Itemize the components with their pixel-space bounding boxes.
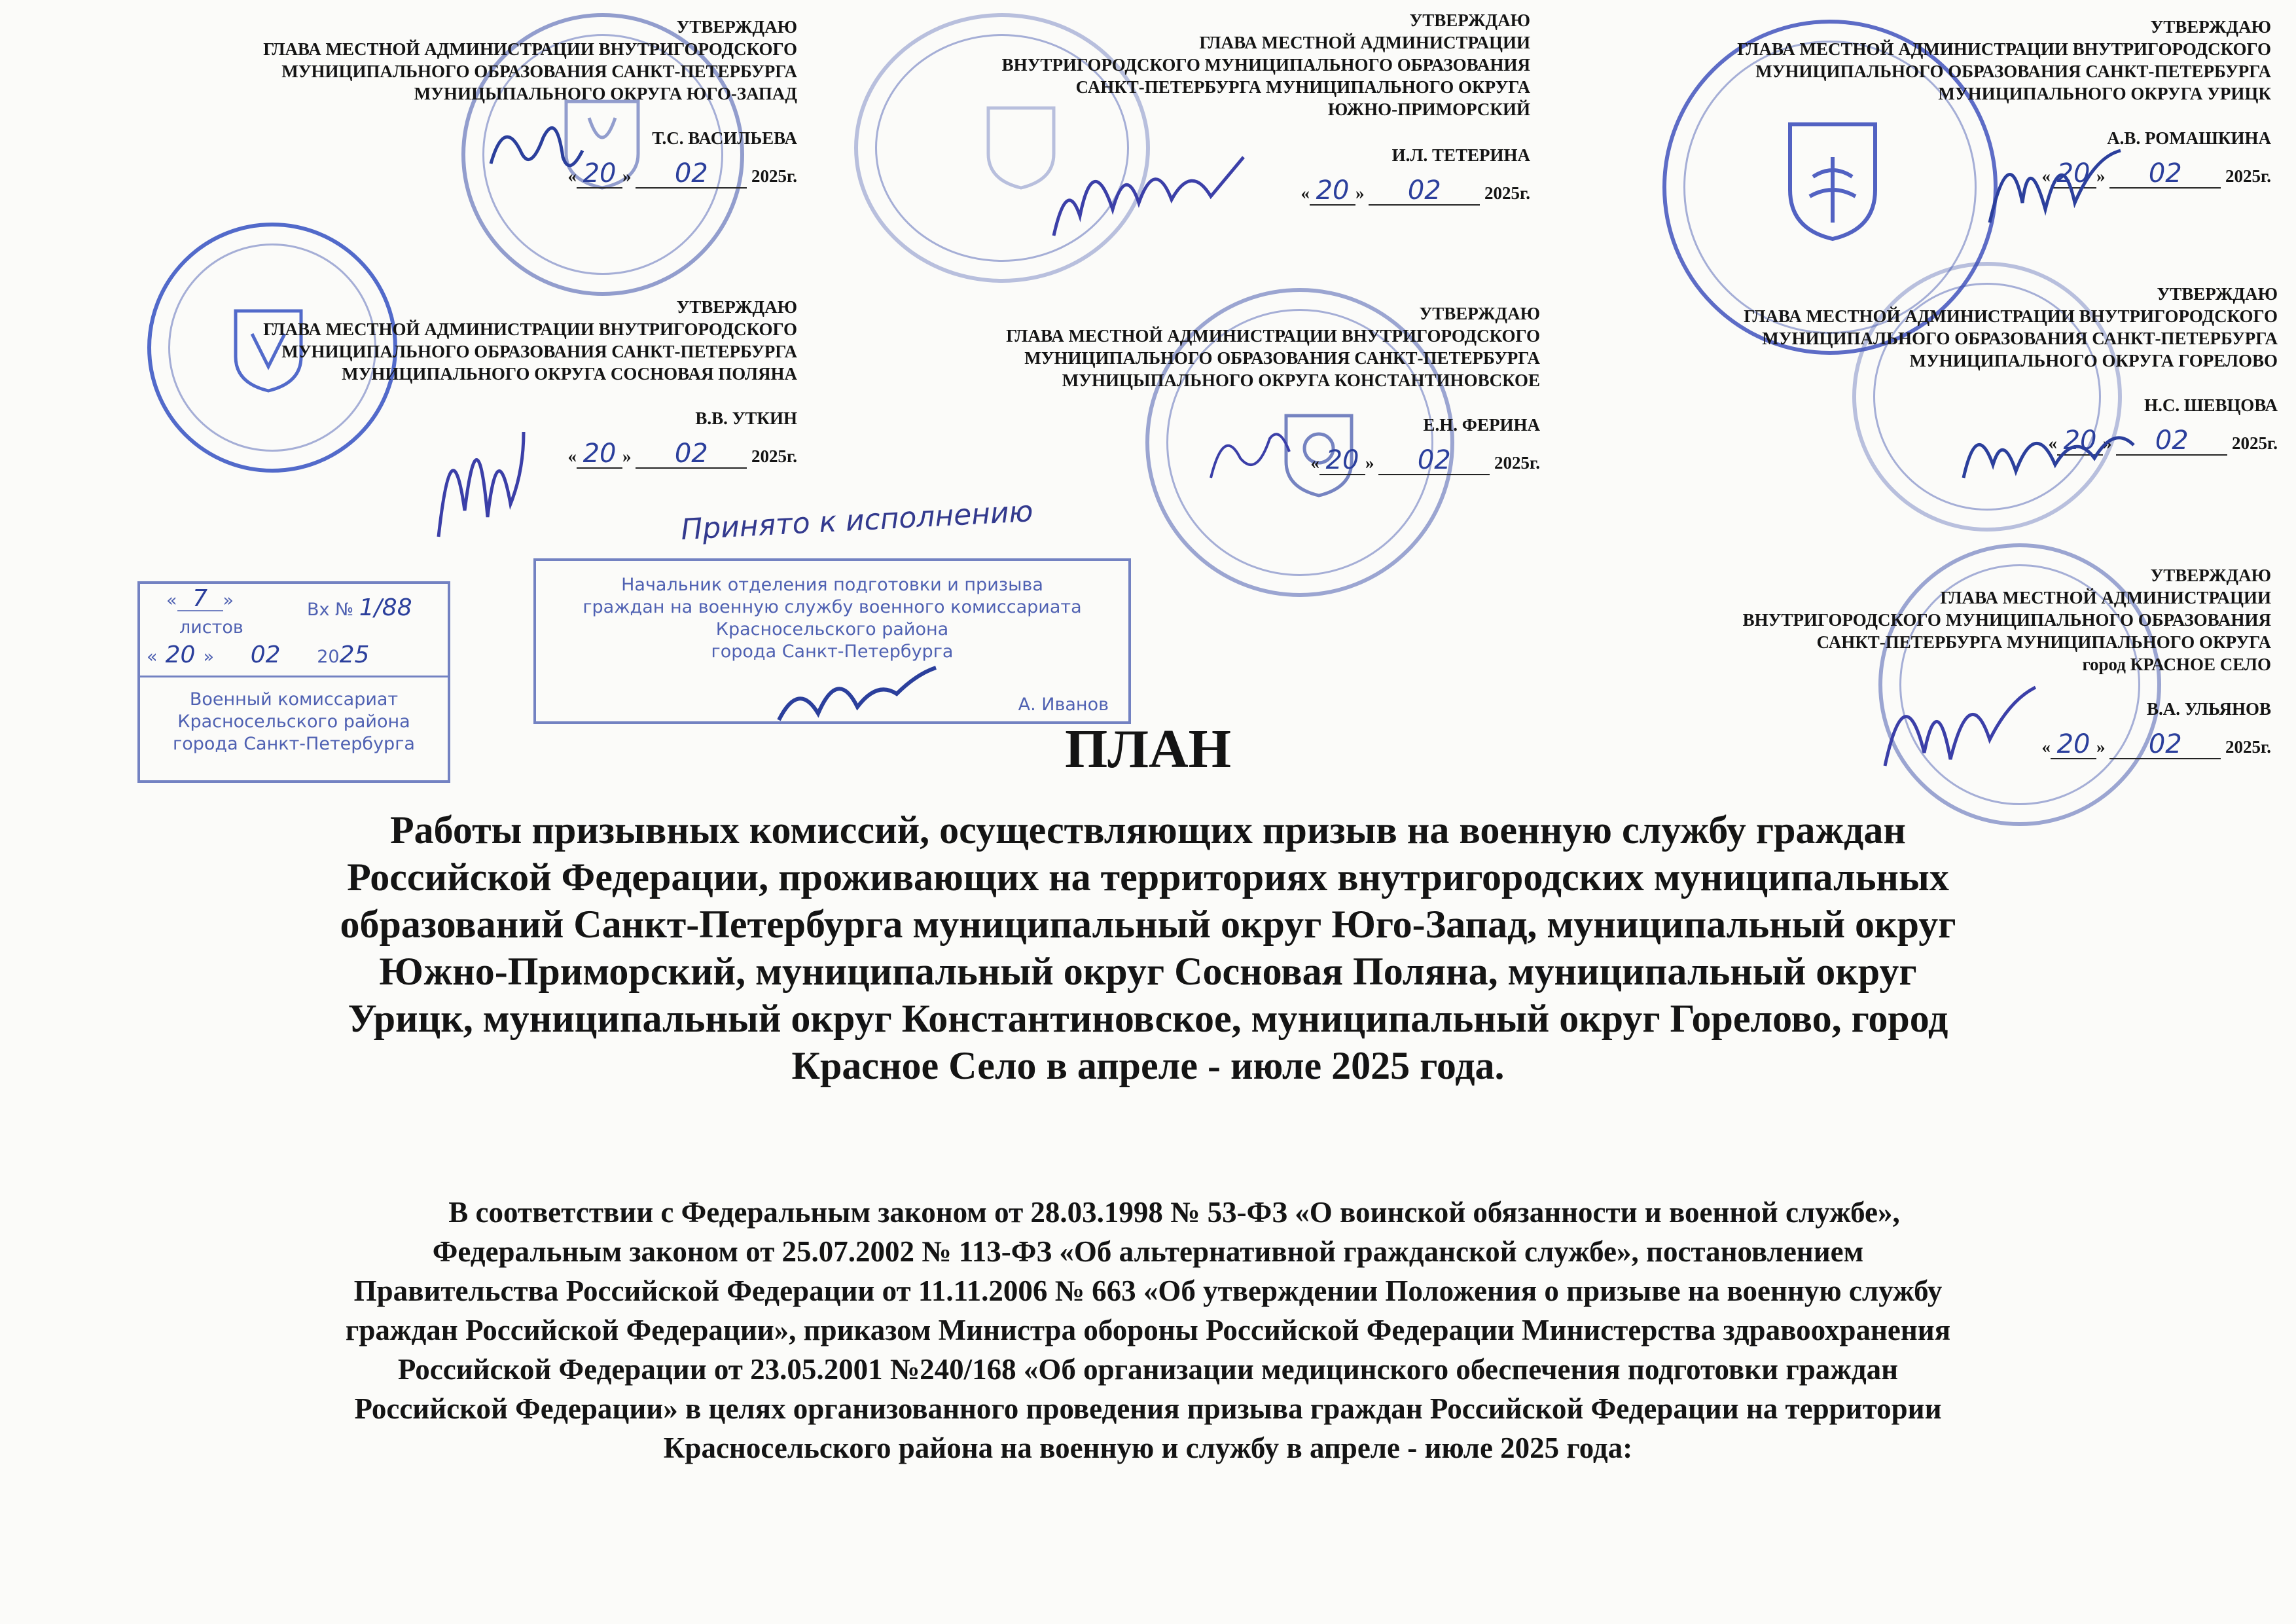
approval-date: « 20 » 02 2025г. xyxy=(2048,425,2278,456)
approval-day: 20 xyxy=(1316,175,1350,206)
approval-year: 2025г. xyxy=(751,166,797,186)
registration-day: 20 xyxy=(165,641,196,668)
approval-block-gorelovo xyxy=(1744,283,2278,456)
approval-line: ГЛАВА МЕСТНОЙ АДМИНИСТРАЦИИ ВНУТРИГОРОДСКОГО xyxy=(1744,306,2278,326)
body-line: В соответствии с Федеральным законом от 28.03.1998 № 53-ФЗ «О воинской обязанности и военной службе», xyxy=(448,1196,1900,1229)
approval-block-yuzhno-primorsky xyxy=(1002,9,1530,206)
body-line: Российской Федерации от 23.05.2001 №240/168 «Об организации медицинского обеспечения подготовки граждан xyxy=(397,1353,1899,1386)
acceptance-name: А. Иванов xyxy=(1018,695,1109,715)
approval-head: УТВЕРЖДАЮ xyxy=(2150,17,2271,37)
registration-month: 02 xyxy=(250,641,281,668)
incoming-number: 1/88 xyxy=(359,594,412,621)
approval-head: УТВЕРЖДАЮ xyxy=(1419,304,1540,323)
approval-day: 20 xyxy=(2063,425,2097,456)
registration-line: Красносельского района xyxy=(177,712,410,732)
registration-year-prefix: 20 xyxy=(317,647,340,667)
approval-signatory: В.В. УТКИН xyxy=(695,408,797,428)
approval-block-yugo-zapad xyxy=(263,16,797,189)
approval-date: « 20 » 02 2025г. xyxy=(567,158,797,189)
approval-signatory: Н.С. ШЕВЦОВА xyxy=(2144,395,2278,415)
body-line: Правительства Российской Федерации от 11.11.2006 № 663 «Об утверждении Положения о призыве на военную службу xyxy=(353,1274,1943,1307)
approval-line: МУНИЦИПАЛЬНОГО ОБРАЗОВАНИЯ САНКТ-ПЕТЕРБУРГА xyxy=(281,342,797,361)
approval-line: ВНУТРИГОРОДСКОГО МУНИЦИПАЛЬНОГО ОБРАЗОВАНИЯ xyxy=(1001,55,1530,75)
approval-line: МУНИЦЫПАЛЬНОГО ОКРУГА ЮГО-ЗАПАД xyxy=(414,84,797,103)
approval-line: МУНИЦИПАЛЬНОГО ОБРАЗОВАНИЯ САНКТ-ПЕТЕРБУРГА xyxy=(1762,329,2278,348)
approval-block-uritsk xyxy=(1737,16,2271,189)
acceptance-line: Красносельского района xyxy=(715,619,949,640)
approval-date: « 20 » 02 2025г. xyxy=(567,439,797,469)
approval-month: 02 xyxy=(674,439,708,469)
approval-day: 20 xyxy=(2056,158,2090,189)
registration-year-suffix: 25 xyxy=(339,641,370,668)
approval-line: ГЛАВА МЕСТНОЙ АДМИНИСТРАЦИИ xyxy=(1199,33,1530,52)
approval-signatory: В.А. УЛЬЯНОВ xyxy=(2146,699,2271,719)
approval-line: город КРАСНОЕ СЕЛО xyxy=(2082,655,2271,674)
approval-line: ГЛАВА МЕСТНОЙ АДМИНИСТРАЦИИ xyxy=(1940,588,2271,607)
approval-line: ЮЖНО-ПРИМОРСКИЙ xyxy=(1327,99,1530,119)
page-title: ПЛАН xyxy=(1065,719,1231,780)
approval-signatory: И.Л. ТЕТЕРИНА xyxy=(1391,145,1530,165)
subtitle-line: Работы призывных комиссий, осуществляющих призыв на военную службу граждан xyxy=(390,808,1906,852)
approval-year: 2025г. xyxy=(1484,183,1530,203)
approval-year: 2025г. xyxy=(2225,166,2271,186)
approval-line: МУНИЦИПАЛЬНОГО ОКРУГА УРИЦК xyxy=(1938,84,2271,103)
approval-head: УТВЕРЖДАЮ xyxy=(676,297,797,317)
approval-head: УТВЕРЖДАЮ xyxy=(1409,10,1530,30)
approval-signatory: Т.С. ВАСИЛЬЕВА xyxy=(652,128,797,148)
subtitle-line: Урицк, муниципальный округ Константиновское, муниципальный округ Горелово, город xyxy=(348,997,1948,1040)
approval-month: 02 xyxy=(1417,445,1451,475)
approval-line: МУНИЦИПАЛЬНОГО ОБРАЗОВАНИЯ САНКТ-ПЕТЕРБУРГА xyxy=(1755,62,2271,81)
approval-day: 20 xyxy=(2056,729,2090,759)
approval-head: УТВЕРЖДАЮ xyxy=(2157,284,2278,304)
approval-line: САНКТ-ПЕТЕРБУРГА МУНИЦИПАЛЬНОГО ОКРУГА xyxy=(1816,632,2271,652)
approval-signatory: Е.Н. ФЕРИНА xyxy=(1423,415,1540,435)
incoming-label: Вх № xyxy=(307,600,354,620)
approval-line: ВНУТРИГОРОДСКОГО МУНИЦИПАЛЬНОГО ОБРАЗОВАНИЯ xyxy=(1742,610,2271,630)
approval-day: 20 xyxy=(1325,445,1359,475)
acceptance-stamp xyxy=(533,558,1131,724)
body-paragraph xyxy=(39,1193,2257,1468)
approval-day: 20 xyxy=(583,439,617,469)
approval-year: 2025г. xyxy=(751,446,797,466)
registration-stamp-top: « 7 » листов Вх № 1/88 « 20 » 02 2025 xyxy=(140,584,448,677)
approval-month: 02 xyxy=(674,158,708,189)
approval-line: МУНИЦИПАЛЬНОГО ОКРУГА ГОРЕЛОВО xyxy=(1909,351,2278,370)
body-line: Федеральным законом от 25.07.2002 № 113-ФЗ «Об альтернативной гражданской службе», постановлением xyxy=(432,1235,1864,1268)
acceptance-line: Начальник отделения подготовки и призыва xyxy=(621,575,1043,595)
approval-head: УТВЕРЖДАЮ xyxy=(676,17,797,37)
approval-year: 2025г. xyxy=(1494,453,1540,473)
approval-line: МУНИЦИПАЛЬНОГО ОБРАЗОВАНИЯ САНКТ-ПЕТЕРБУРГА xyxy=(281,62,797,81)
body-line: Красносельского района на военную и службу в апреле - июле 2025 года: xyxy=(663,1432,1633,1464)
approval-line: МУНИЦЫПАЛЬНОГО ОКРУГА КОНСТАНТИНОВСКОЕ xyxy=(1062,370,1540,390)
approval-date: « 20 » 02 2025г. xyxy=(2041,729,2271,759)
approval-month: 02 xyxy=(1407,175,1441,206)
registration-line: Военный комиссариат xyxy=(189,689,399,710)
approval-date: « 20 » 02 2025г. xyxy=(1310,445,1540,475)
approval-year: 2025г. xyxy=(2225,737,2271,757)
sheets-label: листов xyxy=(179,617,243,638)
approval-block-sosnovaya-polyana xyxy=(263,296,797,469)
subtitle-line: Российской Федерации, проживающих на территориях внутригородских муниципальных xyxy=(347,856,1949,899)
registration-line: города Санкт-Петербурга xyxy=(173,734,415,754)
sheets-count: 7 xyxy=(177,588,223,611)
approval-month: 02 xyxy=(2148,729,2182,759)
approval-head: УТВЕРЖДАЮ xyxy=(2150,566,2271,585)
body-line: Российской Федерации» в целях организованного проведения призыва граждан Российской Федерации на территории xyxy=(354,1392,1942,1425)
approval-line: САНКТ-ПЕТЕРБУРГА МУНИЦИПАЛЬНОГО ОКРУГА xyxy=(1075,77,1530,97)
approval-signatory: А.В. РОМАШКИНА xyxy=(2107,128,2271,148)
approval-line: ГЛАВА МЕСТНОЙ АДМИНИСТРАЦИИ ВНУТРИГОРОДСКОГО xyxy=(1006,326,1540,346)
approval-date: « 20 » 02 2025г. xyxy=(1300,175,1530,206)
approval-block-konstantinovskoe xyxy=(1006,302,1540,475)
approval-month: 02 xyxy=(2155,425,2189,456)
body-line: граждан Российской Федерации», приказом Министра обороны Российской Федерации Министерства здравоохранения xyxy=(345,1314,1951,1346)
approval-day: 20 xyxy=(583,158,617,189)
approval-line: ГЛАВА МЕСТНОЙ АДМИНИСТРАЦИИ ВНУТРИГОРОДСКОГО xyxy=(1737,39,2271,59)
subtitle-line: Красное Село в апреле - июле 2025 года. xyxy=(791,1044,1505,1087)
document-subtitle xyxy=(13,806,2283,1089)
approval-line: МУНИЦИПАЛЬНОГО ОКРУГА СОСНОВАЯ ПОЛЯНА xyxy=(342,364,797,384)
approval-line: ГЛАВА МЕСТНОЙ АДМИНИСТРАЦИИ ВНУТРИГОРОДСКОГО xyxy=(263,319,797,339)
subtitle-line: образований Санкт-Петербурга муниципальный округ Юго-Запад, муниципальный округ xyxy=(340,903,1956,946)
approval-year: 2025г. xyxy=(2232,433,2278,453)
approval-line: ГЛАВА МЕСТНОЙ АДМИНИСТРАЦИИ ВНУТРИГОРОДСКОГО xyxy=(263,39,797,59)
approval-date: « 20 » 02 2025г. xyxy=(2041,158,2271,189)
subtitle-line: Южно-Приморский, муниципальный округ Сосновая Поляна, муниципальный округ xyxy=(379,950,1917,993)
acceptance-line: города Санкт-Петербурга xyxy=(711,641,954,662)
approval-month: 02 xyxy=(2148,158,2182,189)
handwritten-note: Принято к исполнению xyxy=(680,494,1034,547)
approval-line: МУНИЦИПАЛЬНОГО ОБРАЗОВАНИЯ САНКТ-ПЕТЕРБУРГА xyxy=(1024,348,1540,368)
acceptance-line: граждан на военную службу военного комиссариата xyxy=(583,597,1082,617)
